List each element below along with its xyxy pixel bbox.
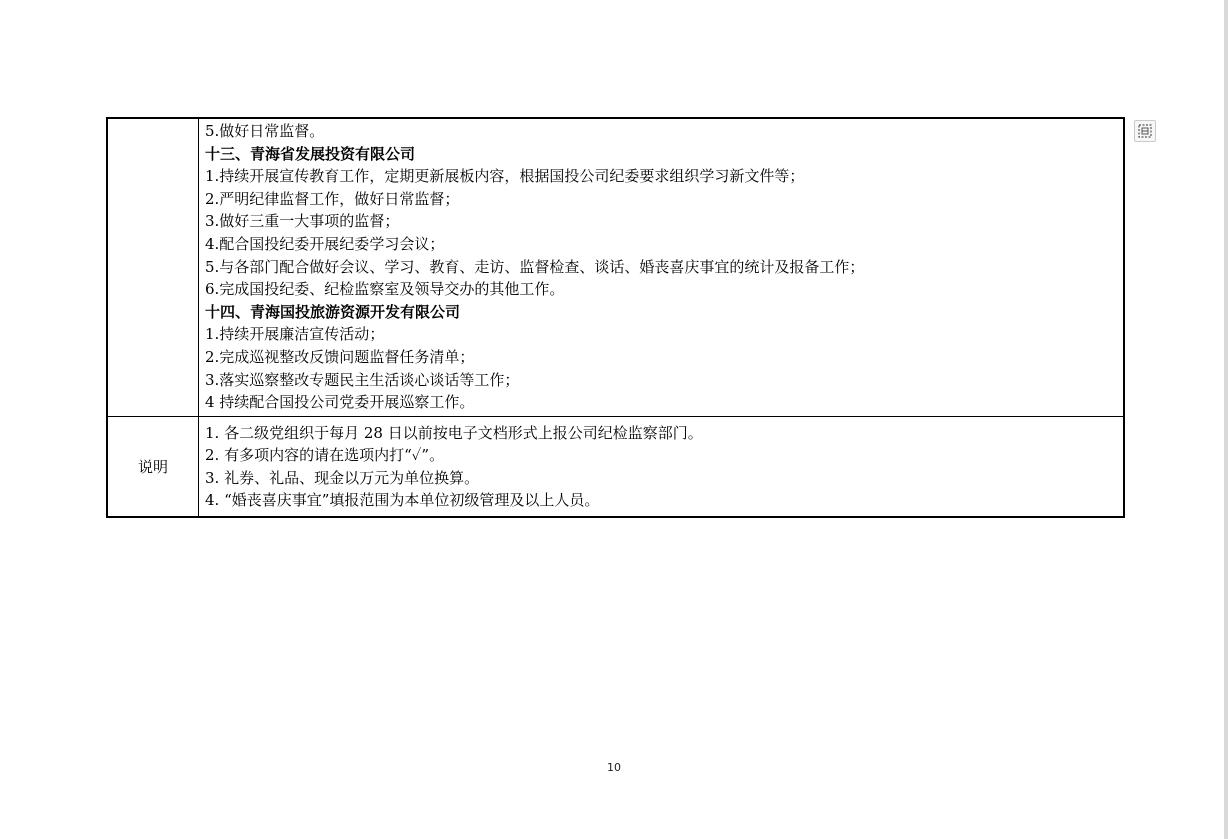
list-item: 5.做好日常监督。 [205, 122, 325, 140]
content-cell [199, 118, 1125, 416]
content-row [107, 118, 1124, 416]
note-item: 4. “婚丧喜庆事宜”填报范围为本单位初级管理及以上人员。 [205, 491, 600, 510]
list-item: 4 持续配合国投公司党委开展巡察工作。 [205, 393, 475, 412]
list-item: 3.落实巡察整改专题民主生活谈心谈话等工作； [205, 370, 520, 389]
list-item: 3.做好三重一大事项的监督； [205, 212, 400, 231]
content-label-cell [107, 118, 199, 416]
notes-row [107, 416, 1124, 517]
frame-select-icon[interactable] [1134, 120, 1156, 142]
notes-cell [199, 416, 1125, 517]
list-item: 4.配合国投纪委开展纪委学习会议； [205, 234, 445, 253]
note-item: 3. 礼券、礼品、现金以万元为单位换算。 [205, 468, 480, 487]
list-item: 1.持续开展宣传教育工作，定期更新展板内容，根据国投公司纪委要求组织学习新文件等； [205, 167, 805, 186]
scrollbar-edge[interactable] [1224, 0, 1228, 839]
list-item: 6.完成国投纪委、纪检监察室及领导交办的其他工作。 [205, 280, 565, 299]
section-heading: 十四、青海国投旅游资源开发有限公司 [205, 302, 461, 321]
notes-label: 说明 [107, 416, 199, 517]
list-item: 1.持续开展廉洁宣传活动； [205, 325, 385, 344]
list-item: 2.严明纪律监督工作，做好日常监督； [205, 189, 460, 208]
section-heading: 十三、青海省发展投资有限公司 [205, 144, 416, 163]
list-item: 2.完成巡视整改反馈问题监督任务清单； [205, 347, 475, 366]
report-table [106, 117, 1125, 518]
page-number: 10 [607, 761, 621, 774]
list-item: 5.与各部门配合做好会议、学习、教育、走访、监督检查、谈话、婚丧喜庆事宜的统计及报备工作； [205, 257, 865, 276]
note-item: 2. 有多项内容的请在选项内打“✓”。 [205, 446, 445, 465]
note-item: 1. 各二级党组织于每月 28 日以前按电子文档形式上报公司纪检监察部门。 [205, 423, 703, 442]
